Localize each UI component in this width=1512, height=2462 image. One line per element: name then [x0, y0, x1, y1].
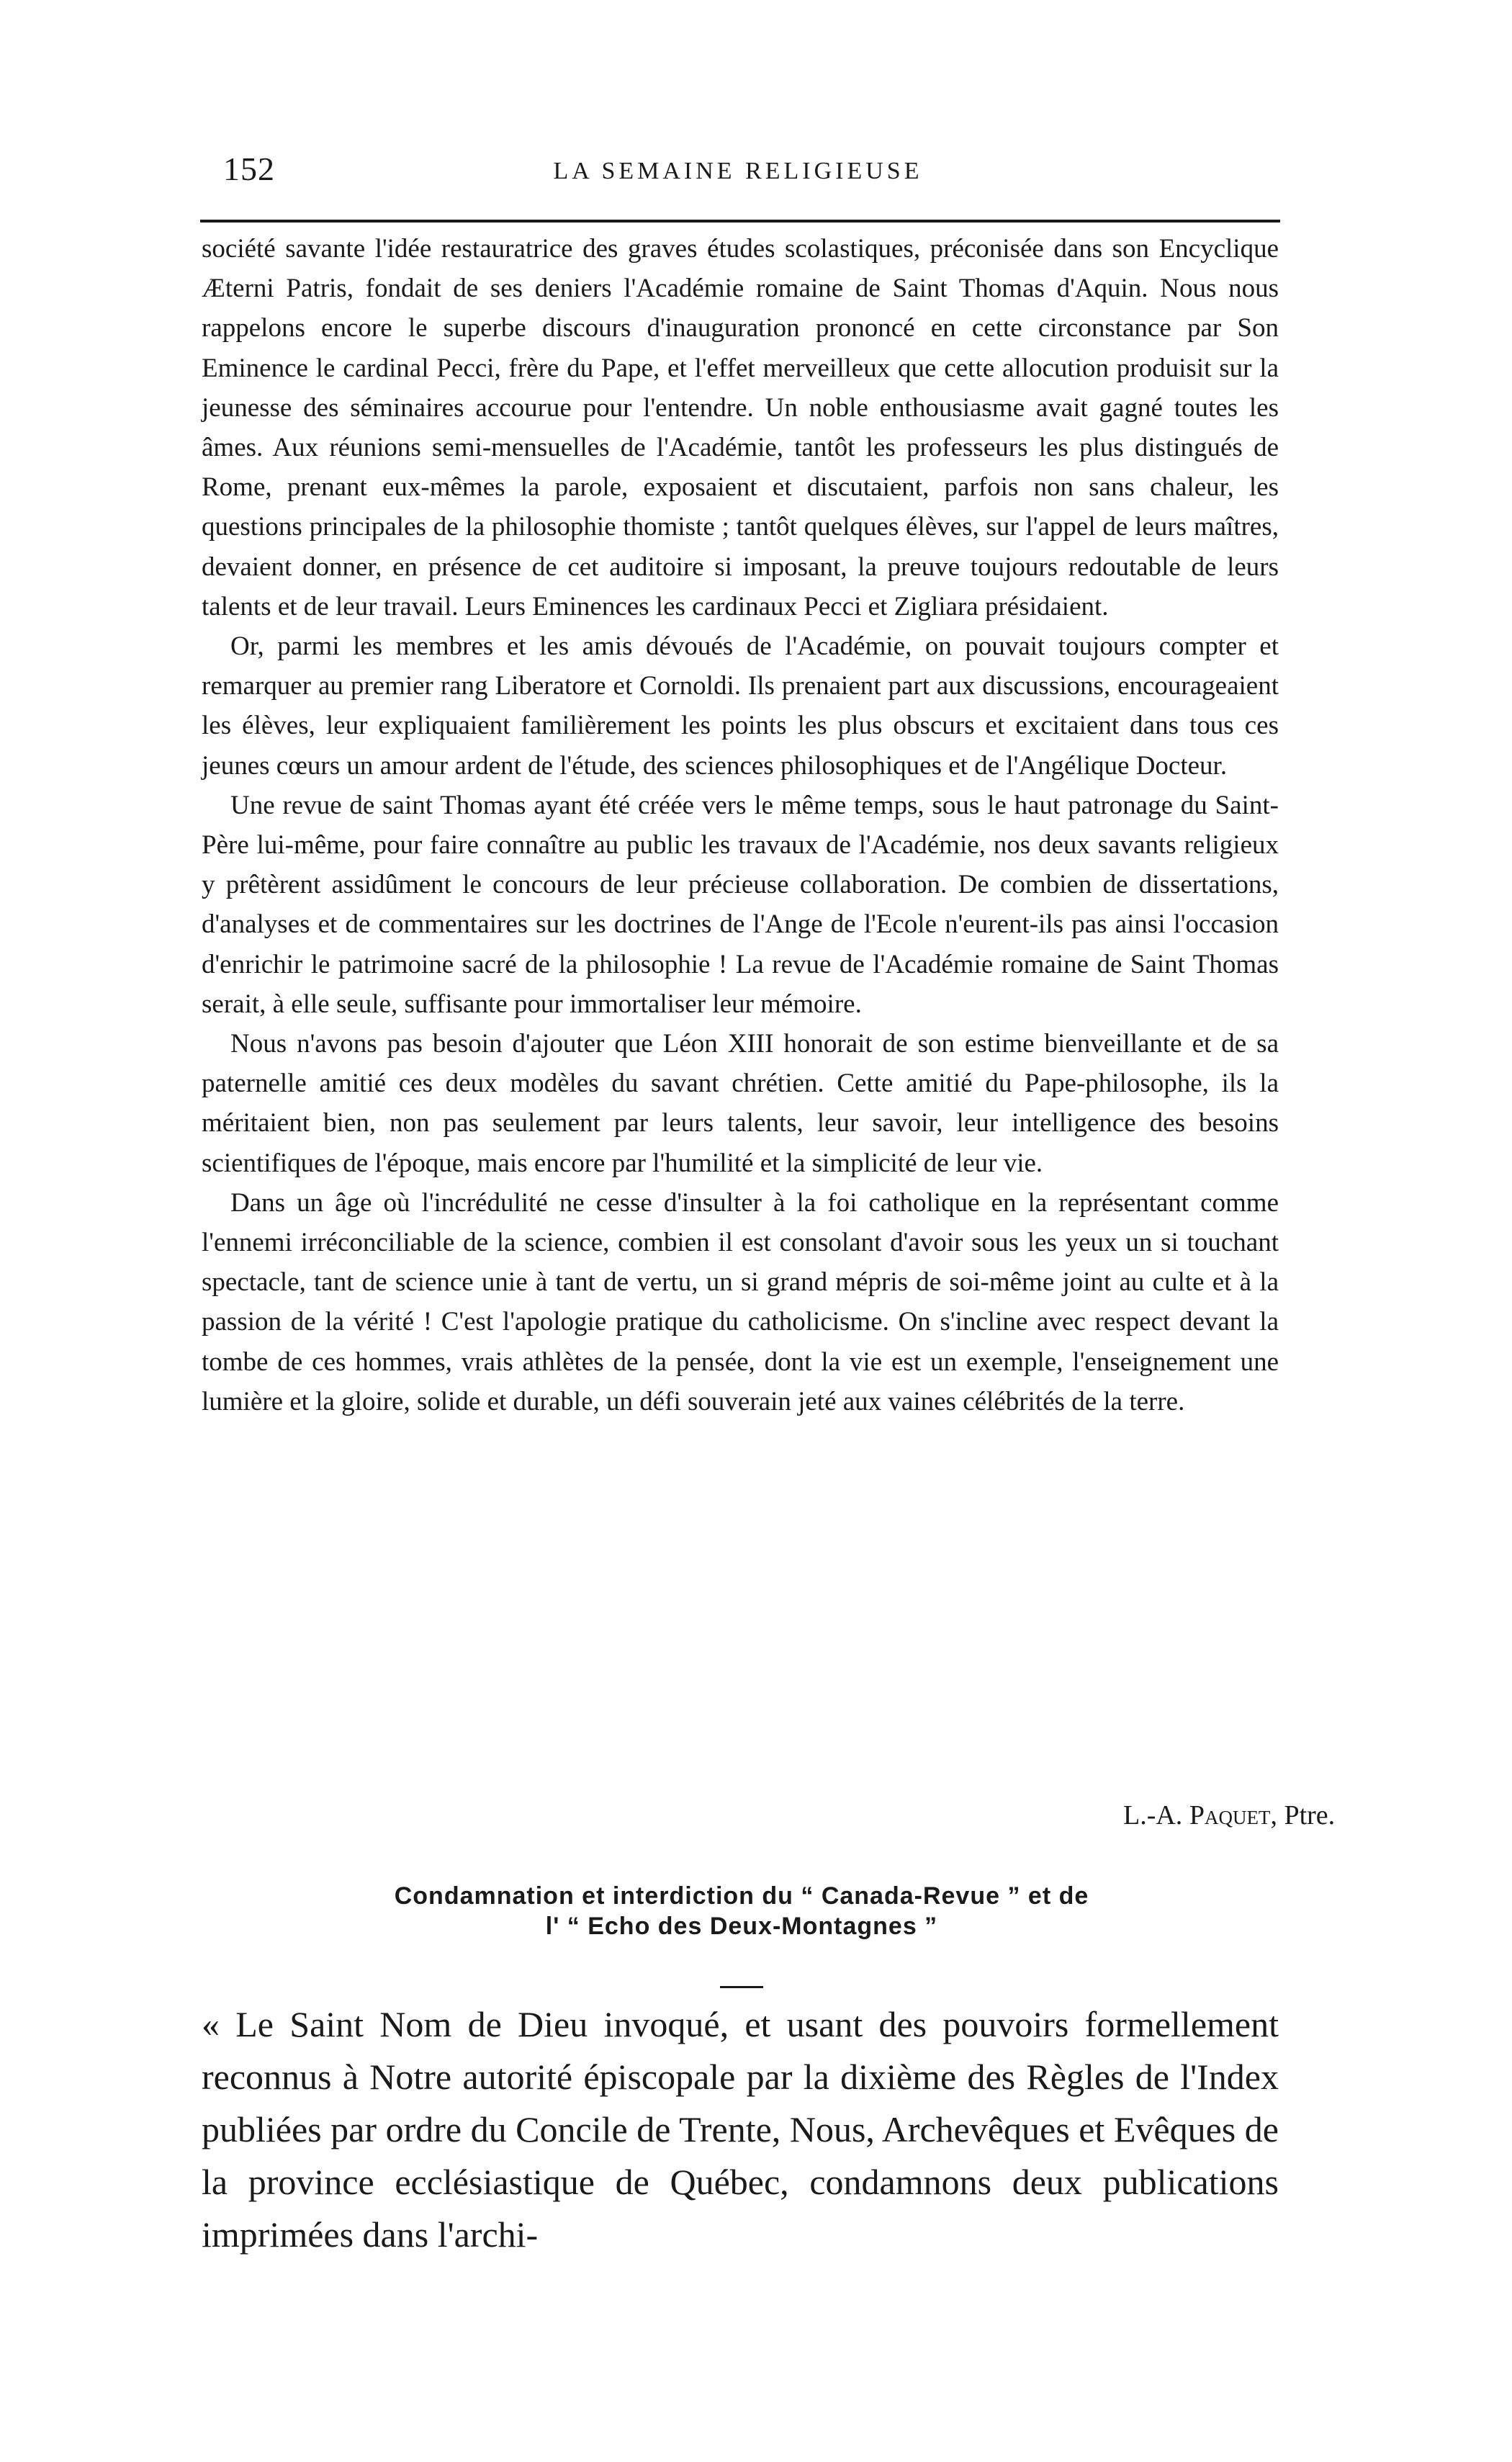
running-title: LA SEMAINE RELIGIEUSE [553, 158, 923, 184]
signature-suffix: , Ptre. [1270, 1800, 1336, 1830]
page-number: 152 [223, 150, 275, 187]
signature-initials: L.-A. [1123, 1800, 1189, 1830]
page-header [194, 148, 1282, 198]
section-title [209, 1881, 1274, 1941]
header-rule [200, 220, 1280, 223]
signature [1123, 1796, 1335, 1836]
section-divider [720, 1986, 763, 1988]
section-title-line: Condamnation et interdiction du “ Canada-Revue ” et de [394, 1882, 1089, 1910]
section-title-line: l' “ Echo des Deux-Montagnes ” [545, 1913, 938, 1940]
paragraph: Dans un âge où l'incrédulité ne cesse d'insulter à la foi catholique en la représentant comme l'ennemi irréconciliable de la science, combien il est consolant d'avoir sous les yeux un si touchant spectacle, tant de science unie à tant de vertu, un si grand mépris de soi-même joint au culte et à la passion de la vérité ! C'est l'apologie pratique du catholicisme. On s'incline avec respect devant la tombe de ces hommes, vrais athlètes de la pensée, dont la vie est un exemple, l'enseignement une lumière et la gloire, solide et durable, un défi souverain jeté aux vaines célébrités de la terre. [202, 1187, 1279, 1416]
paragraph: société savante l'idée restauratrice des graves études scolastiques, préconisée dans son Encyclique Æterni Patris, fondait de ses deniers l'Académie romaine de Saint Thomas d'Aquin. Nous nous rappelons encore le superbe discours d'inauguration prononcé en cette circonstance par Son Eminence le cardinal Pecci, frère du Pape, et l'effet merveilleux que cette allocution produisit sur la jeunesse des séminaires accourue pour l'entendre. Un noble enthousiasme avait gagné toutes les âmes. Aux réunions semi-mensuelles de l'Académie, tantôt les professeurs les plus distingués de Rome, prenant eux-mêmes la parole, exposaient et discutaient, parfois non sans chaleur, les questions principales de la philosophie thomiste ; tantôt quelques élèves, sur l'appel de leurs maîtres, devaient donner, en présence de cet auditoire si imposant, la preuve toujours redoutable de leurs talents et de leur travail. Leurs Eminences les cardinaux Pecci et Zigliara présidaient. [202, 234, 1279, 621]
paragraph: Nous n'avons pas besoin d'ajouter que Léon XIII honorait de son estime bienveillante et de sa paternelle amitié ces deux modèles du savant chrétien. Cette amitié du Pape-philosophe, ils la méritaient bien, non pas seulement par leurs talents, leur savoir, leur intelligence des besoins scientifiques de l'époque, mais encore par l'humilité et la simplicité de leur vie. [202, 1029, 1279, 1178]
article-body [202, 229, 1279, 1421]
paragraph: Or, parmi les membres et les amis dévoués de l'Académie, on pouvait toujours compter et remarquer au premier rang Liberatore et Cornoldi. Ils prenaient part aux discussions, encourageaient les élèves, leur expliquaient familièrement les points les plus obscurs et excitaient dans tous ces jeunes cœurs un amour ardent de l'étude, des sciences philosophiques et de l'Angélique Docteur. [202, 632, 1279, 781]
decree-text [202, 1998, 1279, 2261]
signature-name: Paquet [1189, 1800, 1271, 1830]
paragraph: Une revue de saint Thomas ayant été créée vers le même temps, sous le haut patronage du Saint-Père lui-même, pour faire connaître au public les travaux de l'Académie, nos deux savants religieux y prêtèrent assidûment le concours de leur précieuse collaboration. De combien de dissertations, d'analyses et de commentaires sur les doctrines de l'Ange de l'Ecole n'eurent-ils pas ainsi l'occasion d'enrichir le patrimoine sacré de la philosophie ! La revue de l'Académie romaine de Saint Thomas serait, à elle seule, suffisante pour immortaliser leur mémoire. [202, 790, 1279, 1019]
decree-paragraph: « Le Saint Nom de Dieu invoqué, et usant des pouvoirs formellement reconnus à Notre autorité épiscopale par la dixième des Règles de l'Index publiées par ordre du Concile de Trente, Nous, Archevêques et Evêques de la province ecclésiastique de Québec, condamnons deux publications imprimées dans l'archi- [202, 2004, 1279, 2255]
